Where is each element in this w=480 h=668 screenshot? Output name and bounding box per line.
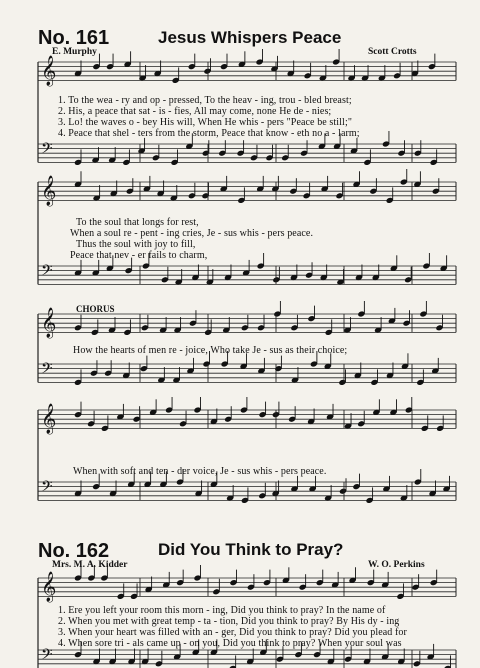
bass-clef-icon: 𝄢	[41, 140, 53, 161]
verse-2-line-1-162: 2. When you met with great temp - ta - tion, Did you think to pray? By His dy - ing	[58, 616, 400, 627]
treble-clef-icon: 𝄞	[41, 176, 57, 206]
bass-clef-icon: 𝄢	[41, 262, 53, 283]
verse-4-line-2: Peace that nev - er fails to charm,	[70, 250, 208, 261]
hymn-title-162: Did You Think to Pray?	[158, 540, 344, 559]
chorus-label: CHORUS	[76, 304, 115, 314]
verse-4-line-1: 4. Peace that shel - ters from the storm, Peace that know - eth no a - larm;	[58, 128, 360, 139]
hymn-number: No. 161	[38, 27, 110, 49]
treble-clef-icon: 𝄞	[41, 572, 57, 602]
bass-clef-icon: 𝄢	[41, 360, 53, 381]
bass-clef-icon: 𝄢	[41, 478, 53, 499]
verse-4-line-1-162: 4. When sore tri - als came up - on you, Did you think to pray? When your soul was	[58, 638, 402, 649]
verse-3-line-1: 3. Lo! the waves o - bey His will, When He whis - pers "Peace be still;"	[58, 117, 353, 128]
verse-3-line-1-162: 3. When your heart was filled with an - ger, Did you think to pray? Did you plead for	[58, 627, 407, 638]
verse-1-line-1: 1. To the wea - ry and op - pressed, To the heav - ing, trou - bled breast;	[58, 95, 352, 106]
lyricist-credit: E. Murphy	[52, 47, 97, 57]
lyricist-credit-162: Mrs. M. A. Kidder	[52, 560, 128, 570]
composer-credit-162: W. O. Perkins	[368, 560, 425, 570]
hymn-title: Jesus Whispers Peace	[158, 28, 342, 47]
treble-clef-icon: 𝄞	[41, 404, 57, 434]
chorus-line-1: How the hearts of men re - joice, Who take Je - sus as their choice;	[73, 345, 348, 356]
bass-clef-icon: 𝄢	[41, 646, 53, 667]
hymn-number-162: No. 162	[38, 540, 110, 562]
verse-1-line-1-162: 1. Ere you left your room this morn - ing, Did you think to pray? In the name of	[58, 605, 386, 616]
chorus-line-2: When with soft and ten - der voice, Je - sus whis - pers peace.	[73, 466, 327, 477]
composer-credit: Scott Crotts	[368, 47, 417, 57]
verse-2-line-1: 2. His, a peace that sat - is - fies, All may come, none He de - nies;	[58, 106, 332, 117]
treble-clef-icon: 𝄞	[41, 308, 57, 338]
treble-clef-icon: 𝄞	[41, 56, 57, 86]
verse-1-line-2: To the soul that longs for rest,	[76, 217, 199, 228]
verse-3-line-2: Thus the soul with joy to fill,	[76, 239, 196, 250]
verse-2-line-2: When a soul re - pent - ing cries, Je - sus whis - pers peace.	[70, 228, 314, 239]
